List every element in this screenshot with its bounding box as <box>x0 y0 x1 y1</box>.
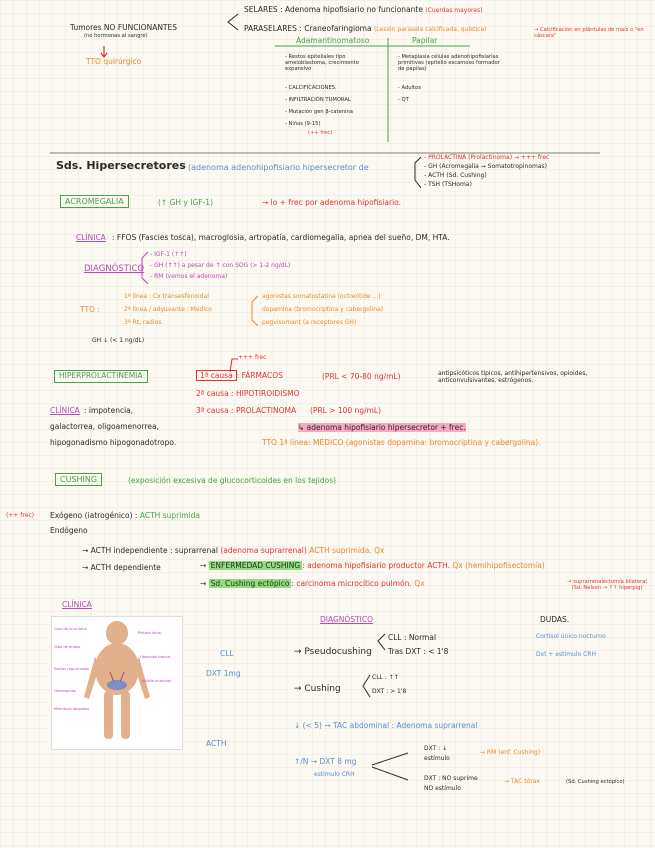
hiper-title: Sds. Hipersecretores <box>56 159 186 172</box>
cushing-indep: → ACTH independiente : suprarrenal (adenoma suprarrenal) ACTH suprimida. Qx <box>82 546 385 555</box>
ectop2: (Sd. Cushing ectópico) <box>566 779 625 785</box>
acro-tto-med: pegvisomant (a receptores GH) <box>262 319 357 326</box>
pap-item: - Adultos <box>398 85 421 91</box>
cushing-diag-label: DIAGNÓSTICO <box>320 615 374 624</box>
acro-clinica-label: CLÍNICA <box>76 233 106 242</box>
paraselares: PARASELARES : Craneofaringioma (Lesión parasela calcificada, quística) <box>244 24 487 33</box>
hprl-clinica3: hipogonadismo hipogonadotropo. <box>50 438 177 447</box>
cushing-a: CLL : ↑↑ <box>372 674 399 681</box>
hprl-adenoma: ↳ adenoma hipofisiario hipersecretor + frec. <box>298 423 466 432</box>
acro-desc: (↑ GH y IGF-1) <box>158 198 213 207</box>
dudas-item: Dxt + estímulo CRH <box>536 651 596 658</box>
pap-item: - Metaplasia células adenohipofisiarias primitivas (epitelio escamoso formador de papilas) <box>398 54 500 72</box>
col-adamantinomatoso: Adamantinomatoso <box>296 36 370 45</box>
acro-tto-med: agonistas somatostatina (octreótide ...) <box>262 293 381 300</box>
adam-item: - INFILTRACIÓN TUMORAL <box>285 97 351 103</box>
pseudo-a: CLL : Normal <box>388 633 437 642</box>
cushing-body-figure <box>51 616 183 750</box>
acth-label: ACTH <box>206 739 227 748</box>
acth-bajo: ↓ (< 5) → TAC abdominal : Adenoma suprarrenal <box>294 721 478 730</box>
hprl-masfrec: +++ frec <box>238 354 267 361</box>
dxt-b: DXT : NO suprime <box>424 775 478 782</box>
dxt-a2: estímulo <box>424 755 450 762</box>
figure-label: Obesidad troncal <box>140 655 171 659</box>
hiper-tsh: - TSH (TSHoma) <box>424 181 472 188</box>
hprl-causa1: 1ª causa : FÁRMACOS <box>196 372 283 381</box>
acromegalia-label: ACROMEGALIA <box>60 195 129 208</box>
hprl-prl3: (PRL > 100 ng/mL) <box>310 406 382 415</box>
figure-label: Hematomas <box>54 689 76 693</box>
tto-quirurgico: TTO quirúrgico <box>86 57 142 66</box>
pseudocushing: → Pseudocushing <box>294 647 372 657</box>
acro-clinica: : FFOS (Fascies tosca), macroglosia, artropatía, cardiomegalia, apnea del sueño, DM, HTA. <box>112 233 450 242</box>
hprl-clinica-label: CLÍNICA <box>50 406 80 415</box>
figure-label: Miembros delgados <box>54 707 90 711</box>
acro-tto-item: 2ª línea / adyuvante : Médico <box>124 306 212 313</box>
adam-item: - Niños (9-15) <box>285 121 321 127</box>
selares: SELARES : Adenoma hipofisiario no funcionante (Cuerdas mayores) <box>244 5 483 14</box>
hprl-label: HIPERPROLACTINEMIA <box>54 370 148 383</box>
dxt-a: DXT : ↓ <box>424 745 448 752</box>
figure-label: Atrofia muscular <box>142 679 172 683</box>
acro-tto-label: TTO : <box>80 305 100 314</box>
cushing-dep: → ACTH dependiente <box>82 563 161 572</box>
adam-item: - Mutación gen β-catenina <box>285 109 353 115</box>
acro-diag-item: - GH (↑↑) a pesar de ↑ con SOG (> 1-2 ng/dL) <box>150 262 291 269</box>
acro-diag-label: DIAGNÓSTICO <box>84 264 145 274</box>
figure-label: Estrías rojo-vinosas <box>54 667 89 671</box>
calcificacion: → Calcificación en plántulas de maíz o "en cáscara" <box>534 27 644 39</box>
hprl-causa3: 3ª causa : PROLACTINOMA <box>196 406 297 415</box>
acro-tto-item: 1ª línea : Cx transesfenoidal <box>124 293 209 300</box>
cushing-label: CUSHING <box>55 473 102 486</box>
acro-desc2: → lo + frec por adenoma hipofisiario. <box>262 198 401 207</box>
cushing-enf: → ENFERMEDAD CUSHING : adenoma hipofisiario productor ACTH. Qx (hemihipofisectomía) <box>200 561 545 570</box>
hiper-gh: - GH (Acromegalia → Somatotropinomas) <box>424 163 547 170</box>
tac-torax: → TAC tórax <box>504 778 540 785</box>
figure-label: Giba de búfalo <box>54 645 81 649</box>
acro-gh: GH ↓ (< 1 ng/dL) <box>92 337 145 344</box>
tumores-title: Tumores NO FUNCIONANTES <box>70 23 178 32</box>
figure-label: Plétora facial <box>138 631 162 635</box>
acth-normal: ↑/N → DXT 8 mg <box>294 757 357 766</box>
pseudo-b: Tras DXT : < 1'8 <box>388 647 449 656</box>
rm-enf: → RM (enf. Cushing) <box>480 749 541 756</box>
adam-item: (++ frec) <box>308 130 333 136</box>
acro-diag-item: - RM (vemos el adenoma) <box>150 273 228 280</box>
hiper-prl: - PROLACTINA (Prolactinoma) → +++ frec <box>424 154 550 161</box>
hiper-acth: - ACTH (Sd. Cushing) <box>424 172 487 179</box>
acro-diag-item: - IGF-1 (↑↑) <box>150 251 187 258</box>
cushing-clinica-label: CLÍNICA <box>62 600 92 609</box>
cushing-b: DXT : > 1'8 <box>372 688 407 695</box>
hprl-farmacos: antipsicóticos típicos, antihipertensivos, opioides, anticonvulsivantes, estrógenos. <box>438 370 588 384</box>
dxt1-label: DXT 1mg <box>206 669 241 678</box>
hiper-subtitle: (adenoma adenohipofisiario hipersecretor de <box>188 163 369 172</box>
cushing-endogeno: Endógeno <box>50 526 88 535</box>
estimulo-crh: estímulo CRH <box>314 771 355 778</box>
hprl-clinica2: galactorrea, oligoamenorrea, <box>50 422 159 431</box>
hprl-causa2: 2ª causa : HIPOTIROIDISMO <box>196 389 300 398</box>
cushing-dx: → Cushing <box>294 684 341 694</box>
hprl-clinica1: : impotencia, <box>84 406 134 415</box>
pap-item: - QT <box>398 97 409 103</box>
hprl-tto: TTO 1ª línea: MÉDICO (agonistas dopamina: bromocriptina y cabergolina). <box>262 438 541 447</box>
cushing-desc: (exposición excesiva de glucocorticoides en los tejidos) <box>128 476 337 485</box>
adam-item: - CALCIFICACIONES. <box>285 85 337 91</box>
col-papilar: Papilar <box>412 36 438 45</box>
cushing-ectop: → Sd. Cushing ectópico : carcinoma microcítico pulmón. Qx <box>200 579 425 588</box>
dudas-item: Cortisol único nocturno <box>536 633 606 640</box>
cll-label: CLL <box>220 649 234 658</box>
acro-tto-med: dopamina (bromocriptina y cabergolina) <box>262 306 384 313</box>
cushing-masfrec: (++ frec) <box>6 512 35 519</box>
acro-tto-item: 3ª Rt, radios. <box>124 319 164 326</box>
tumores-sub: (no hormonas al sangre) <box>84 33 148 39</box>
hprl-prl1: (PRL < 70-80 ng/mL) <box>322 372 401 381</box>
figure-label: Cara de luna llena <box>54 627 87 631</box>
cushing-supra: → suprarrenalectomía bilateral (Sd. Nelson → ↑↑ hiperpig) <box>567 579 647 591</box>
cushing-exogeno: Exógeno (iatrogénico) : ACTH suprimida <box>50 511 201 520</box>
adam-item: - Restos epiteliales tipo ameloblastoma, crecimiento expansivo <box>285 54 359 72</box>
dudas-label: DUDAS. <box>540 615 570 624</box>
dxt-b2: NO estímulo <box>424 785 461 792</box>
